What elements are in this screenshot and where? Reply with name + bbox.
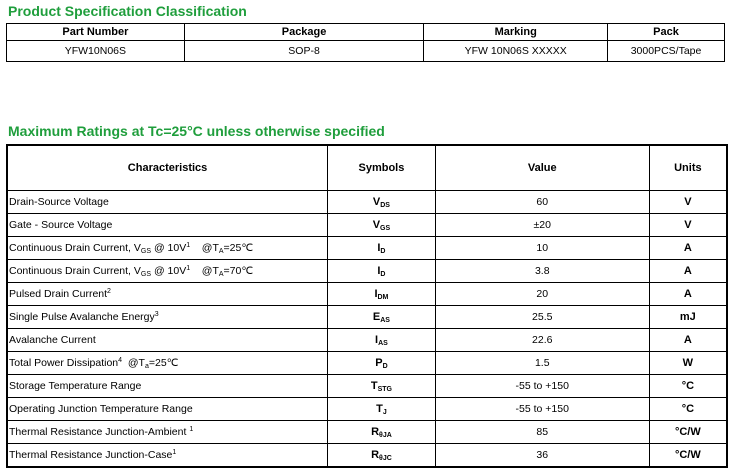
ratings-section-title: Maximum Ratings at Tc=25°C unless otherwise specified xyxy=(8,123,385,139)
ratings-row xyxy=(7,260,727,283)
value-cell: 22.6 xyxy=(435,329,649,352)
spec-data-row xyxy=(7,41,725,62)
symbol-letter: T xyxy=(370,379,378,392)
symbol-cell xyxy=(328,352,436,375)
characteristic-text: Drain-Source Voltage xyxy=(9,196,109,208)
symbol-letter: I xyxy=(377,241,381,254)
condition-text: @T xyxy=(190,264,219,277)
unit-cell: V xyxy=(649,214,727,237)
symbol-cell xyxy=(328,214,436,237)
value-cell: 60 xyxy=(435,191,649,214)
unit-cell: °C/W xyxy=(649,444,727,468)
footnote-mark: 1 xyxy=(186,241,191,249)
unit-cell: W xyxy=(649,352,727,375)
characteristic-text: Continuous Drain Current, V xyxy=(9,264,141,277)
spec-marking: YFW 10N06S XXXXX xyxy=(424,41,608,62)
characteristic-text: Thermal Resistance Junction-Ambient xyxy=(9,426,190,438)
ratings-row xyxy=(7,352,727,375)
characteristic-subscript: GS xyxy=(140,270,152,278)
condition-subscript: A xyxy=(218,247,224,255)
ratings-row xyxy=(7,398,727,421)
unit-cell: mJ xyxy=(649,306,727,329)
ratings-row xyxy=(7,191,727,214)
unit-cell: A xyxy=(649,260,727,283)
spec-header-part-number: Part Number xyxy=(7,24,185,41)
symbol-subscript: D xyxy=(382,362,388,370)
characteristic-cell xyxy=(7,375,328,398)
characteristic-cell xyxy=(7,237,328,260)
characteristic-cell xyxy=(7,191,328,214)
symbol-subscript: D xyxy=(380,247,386,255)
characteristic-text: Continuous Drain Current, V xyxy=(9,241,141,254)
characteristic-text: Gate - Source Voltage xyxy=(9,219,113,231)
value-cell: 1.5 xyxy=(435,352,649,375)
condition-subscript: a xyxy=(144,362,149,370)
symbol-subscript: AS xyxy=(380,316,390,324)
condition-text: =25℃ xyxy=(148,356,179,369)
characteristic-cell xyxy=(7,352,328,375)
footnote-mark: 4 xyxy=(118,356,123,364)
value-cell: 36 xyxy=(435,444,649,468)
characteristic-text: Pulsed Drain Current xyxy=(9,288,108,300)
unit-cell: A xyxy=(649,237,727,260)
symbol-cell xyxy=(328,283,436,306)
spec-header-marking: Marking xyxy=(424,24,608,41)
characteristic-cell xyxy=(7,306,328,329)
unit-cell: °C xyxy=(649,375,727,398)
ratings-row xyxy=(7,444,727,468)
characteristic-subscript: GS xyxy=(140,247,152,255)
spec-part-number: YFW10N06S xyxy=(7,41,185,62)
symbol-cell xyxy=(328,306,436,329)
characteristic-cell xyxy=(7,398,328,421)
value-cell: 85 xyxy=(435,421,649,444)
symbol-cell xyxy=(328,444,436,468)
characteristic-text: Storage Temperature Range xyxy=(9,380,142,392)
characteristic-text: @ 10V xyxy=(151,264,187,277)
value-cell: ±20 xyxy=(435,214,649,237)
footnote-mark: 1 xyxy=(172,449,177,456)
characteristic-cell xyxy=(7,214,328,237)
ratings-table xyxy=(6,144,728,468)
characteristic-cell xyxy=(7,444,328,468)
spec-header-package: Package xyxy=(184,24,424,41)
condition-text: =25℃ xyxy=(223,241,254,254)
symbol-subscript: DM xyxy=(377,293,389,301)
symbol-letter: T xyxy=(376,402,383,415)
ratings-row xyxy=(7,329,727,352)
symbol-letter: I xyxy=(377,264,381,277)
spec-pack: 3000PCS/Tape xyxy=(608,41,725,62)
symbol-subscript: θJC xyxy=(379,454,392,462)
spec-header-row xyxy=(7,24,725,41)
characteristic-text: Single Pulse Avalanche Energy xyxy=(9,311,155,323)
footnote-mark: 1 xyxy=(186,264,191,272)
value-cell: 3.8 xyxy=(435,260,649,283)
footnote-mark: 2 xyxy=(107,288,111,295)
symbol-cell xyxy=(328,398,436,421)
symbol-cell xyxy=(328,191,436,214)
spec-table xyxy=(6,23,725,62)
ratings-row xyxy=(7,214,727,237)
symbol-cell xyxy=(328,421,436,444)
value-cell: 10 xyxy=(435,237,649,260)
symbol-subscript: J xyxy=(382,408,387,416)
condition-text: @T xyxy=(122,356,145,369)
characteristic-text: Operating Junction Temperature Range xyxy=(9,403,193,415)
condition-text: =70℃ xyxy=(223,264,254,277)
symbol-cell xyxy=(328,375,436,398)
symbol-letter: P xyxy=(375,356,383,369)
condition-text: @T xyxy=(190,241,219,254)
symbol-letter: R xyxy=(371,425,380,438)
characteristic-cell xyxy=(7,283,328,306)
footnote-mark: 3 xyxy=(154,311,159,318)
unit-cell: °C/W xyxy=(649,421,727,444)
symbol-subscript: GS xyxy=(380,224,391,232)
symbol-letter: R xyxy=(371,448,380,461)
symbol-cell xyxy=(328,329,436,352)
characteristic-cell xyxy=(7,329,328,352)
ratings-header-row xyxy=(7,145,727,191)
symbol-letter: I xyxy=(374,287,378,300)
symbol-subscript: DS xyxy=(380,201,390,209)
characteristic-text: @ 10V xyxy=(151,241,187,254)
unit-cell: A xyxy=(649,329,727,352)
symbol-subscript: AS xyxy=(378,339,388,347)
value-cell: 25.5 xyxy=(435,306,649,329)
ratings-row xyxy=(7,306,727,329)
ratings-header-characteristics: Characteristics xyxy=(7,145,328,191)
value-cell: 20 xyxy=(435,283,649,306)
ratings-header-symbols: Symbols xyxy=(328,145,436,191)
ratings-row xyxy=(7,237,727,260)
characteristic-cell xyxy=(7,260,328,283)
unit-cell: °C xyxy=(649,398,727,421)
ratings-row xyxy=(7,283,727,306)
symbol-subscript: D xyxy=(380,270,386,278)
symbol-cell xyxy=(328,237,436,260)
spec-header-pack: Pack xyxy=(608,24,725,41)
characteristic-text: Thermal Resistance Junction-Case xyxy=(9,449,173,461)
symbol-subscript: STG xyxy=(377,385,392,393)
characteristic-text: Total Power Dissipation xyxy=(9,356,119,369)
spec-section-title: Product Specification Classification xyxy=(8,3,247,19)
symbol-subscript: θJA xyxy=(379,431,392,439)
value-cell: -55 to +150 xyxy=(435,398,649,421)
footnote-mark: 1 xyxy=(189,426,194,433)
ratings-header-value: Value xyxy=(435,145,649,191)
symbol-letter: V xyxy=(372,195,381,208)
ratings-row xyxy=(7,375,727,398)
characteristic-text: Avalanche Current xyxy=(9,334,96,346)
characteristic-cell xyxy=(7,421,328,444)
symbol-cell xyxy=(328,260,436,283)
symbol-letter: V xyxy=(372,218,381,231)
ratings-row xyxy=(7,421,727,444)
condition-subscript: A xyxy=(218,270,224,278)
value-cell: -55 to +150 xyxy=(435,375,649,398)
symbol-letter: I xyxy=(375,333,379,346)
unit-cell: V xyxy=(649,191,727,214)
unit-cell: A xyxy=(649,283,727,306)
ratings-header-units: Units xyxy=(649,145,727,191)
symbol-letter: E xyxy=(372,310,381,323)
spec-package: SOP-8 xyxy=(184,41,424,62)
